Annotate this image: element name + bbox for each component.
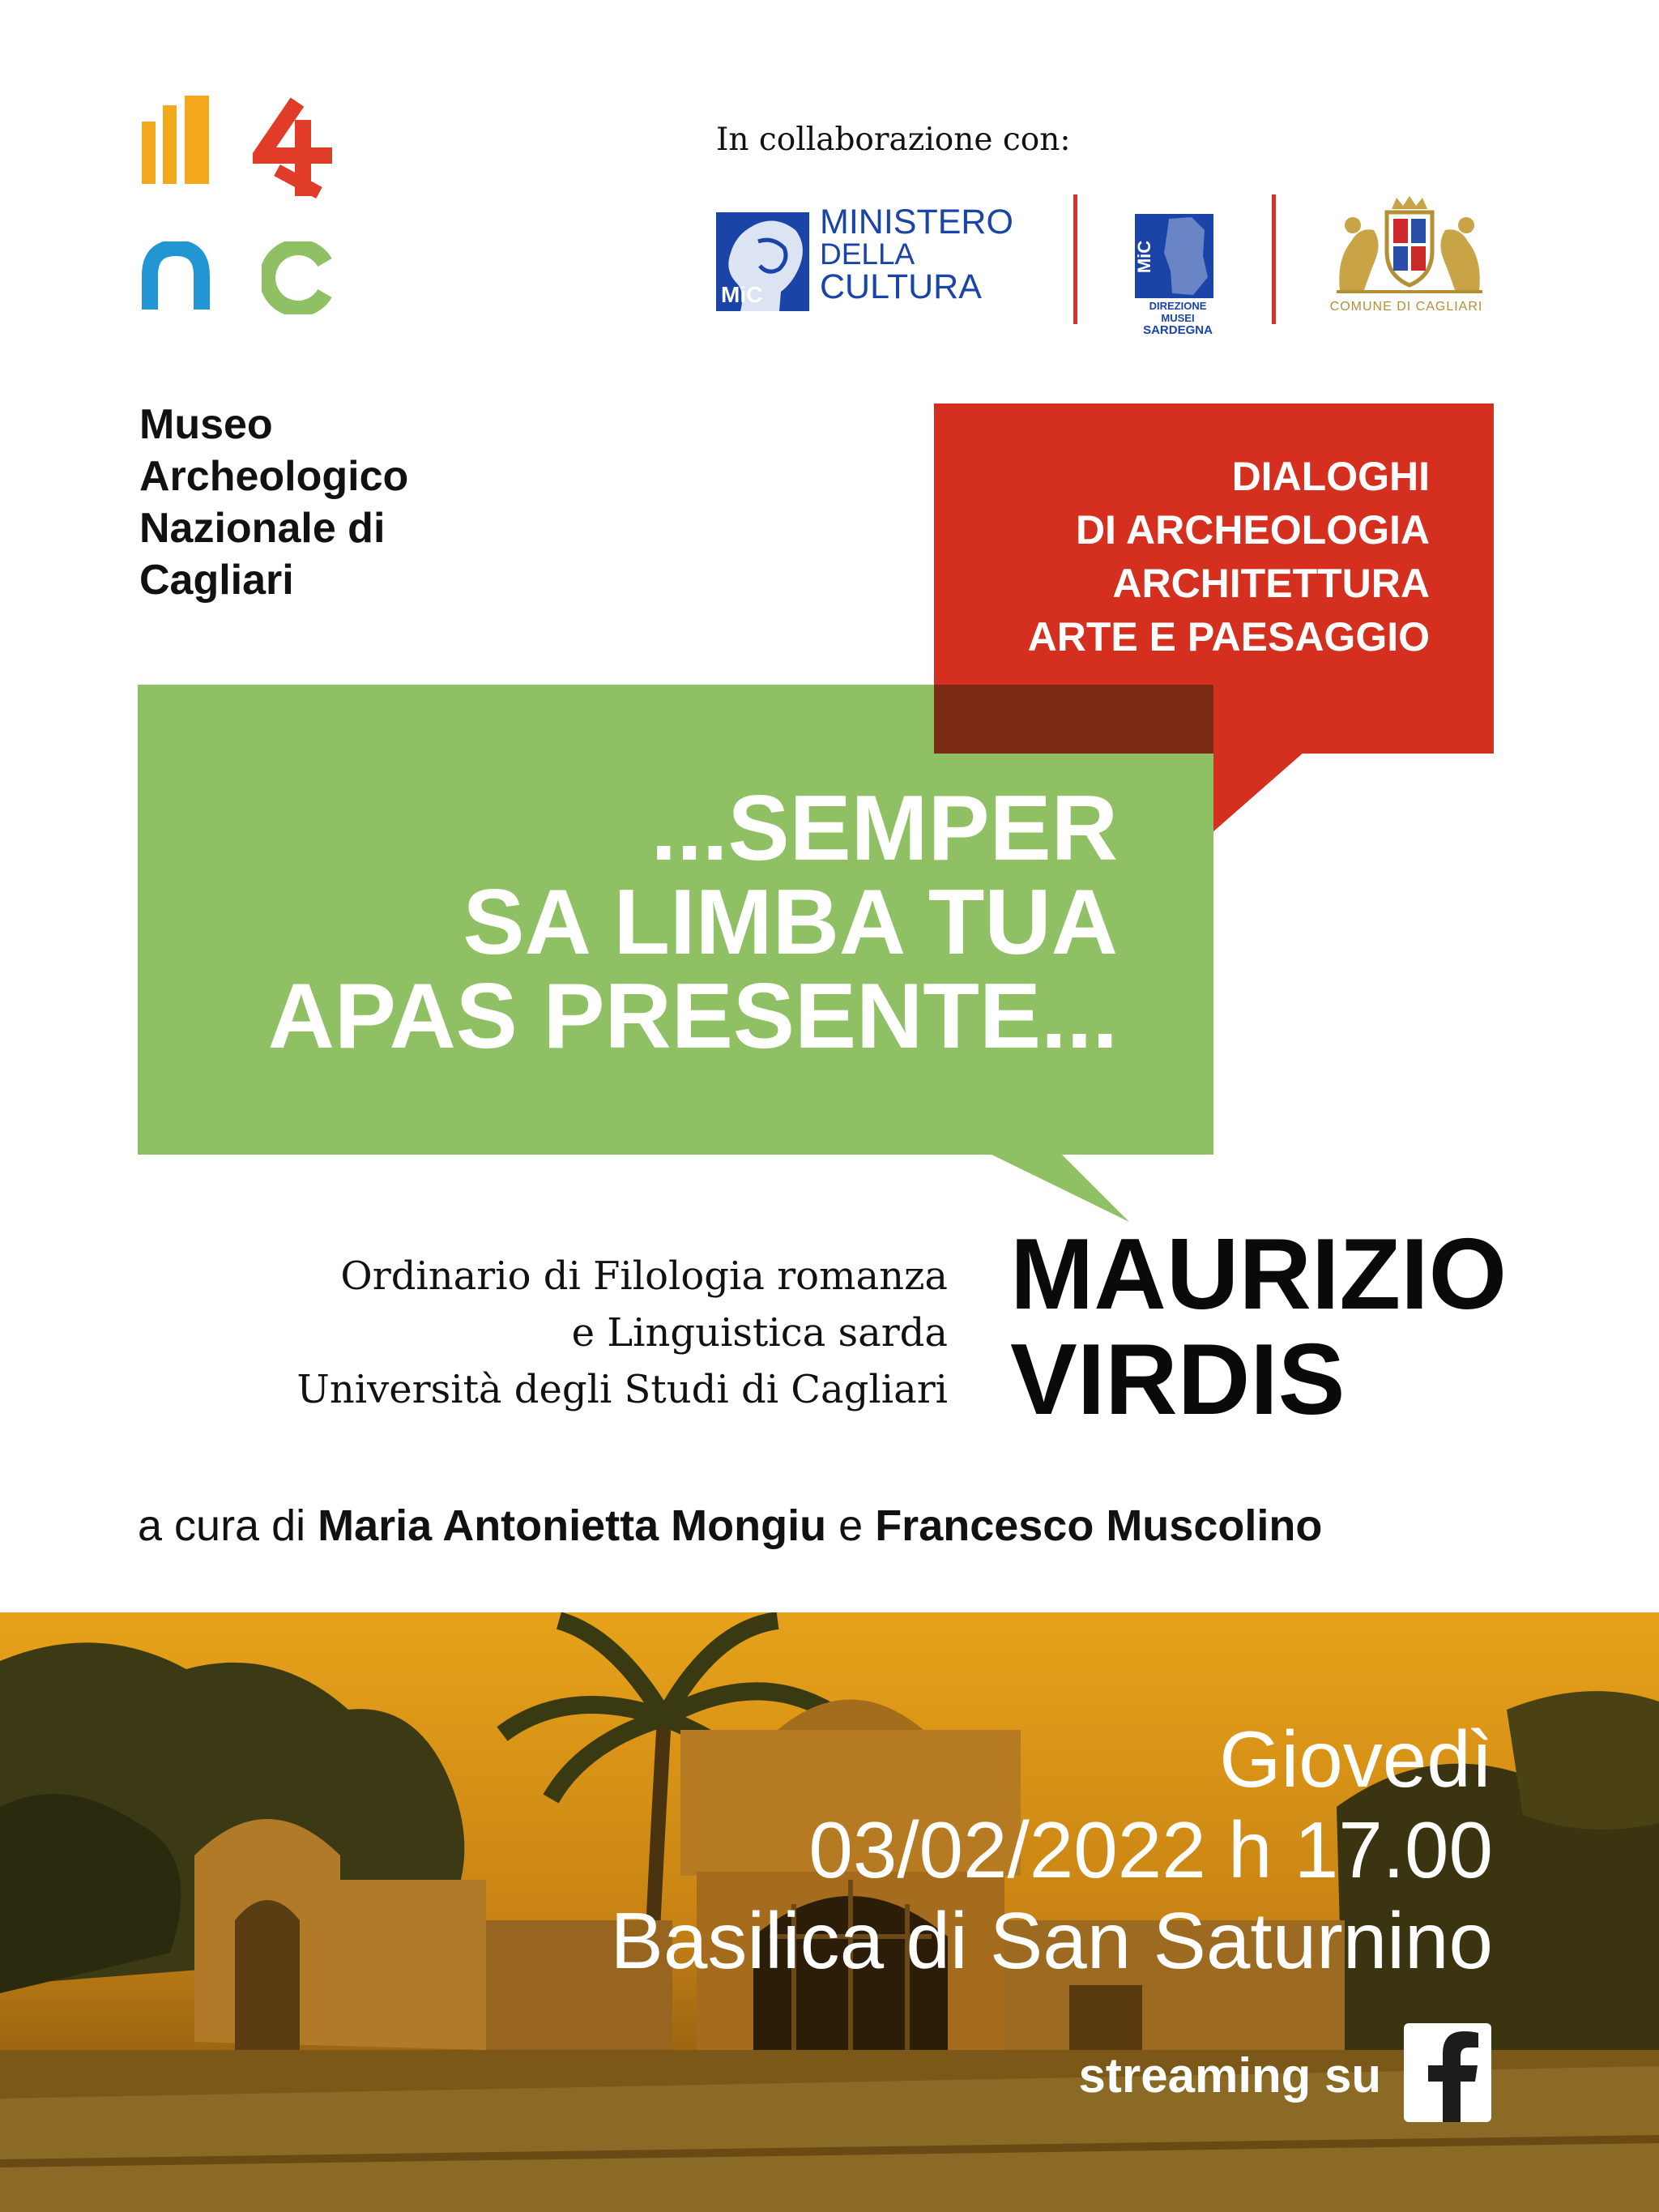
logo-n-icon [142,241,210,310]
speaker-name-line: VIRDIS [1010,1324,1346,1436]
logo-bar-2 [163,105,177,184]
museum-name-line: Museo [139,401,273,448]
logo-divider [1272,194,1276,324]
talk-title-line: APAS PRESENTE... [267,965,1118,1068]
curators-line [138,1501,1515,1551]
role-line: Università degli Studi di Cagliari [296,1367,948,1412]
bubble-overlap [934,685,1213,754]
collaboration-title: In collaborazione con: [716,122,1071,158]
series-line: ARTE E PAESAGGIO [1027,614,1430,660]
event-venue: Basilica di San Saturnino [610,1896,1493,1985]
curator-name: Maria Antonietta Mongiu [318,1501,827,1550]
talk-title-line: ...SEMPER [650,777,1118,880]
event-datetime: 03/02/2022 h 17.00 [808,1805,1493,1894]
museum-name-line: Archeologico [139,453,409,500]
role-line: Ordinario di Filologia romanza [340,1253,948,1299]
series-line: DI ARCHEOLOGIA [1075,507,1430,553]
streaming-label: streaming su [1078,2048,1381,2103]
event-day: Giovedì [1219,1715,1493,1804]
series-line: DIALOGHI [1231,454,1430,499]
facebook-icon[interactable] [1404,2023,1491,2122]
logo-bar-1 [142,122,156,184]
talk-title-line: SA LIMBA TUA [463,871,1118,974]
ministry-line: DELLA [820,237,915,271]
direzione-badge: MiC [1134,240,1155,274]
comune-label: COMUNE DI CAGLIARI [1329,300,1483,314]
museum-name [139,399,480,606]
ministry-name [820,203,1038,306]
ministry-line: CULTURA [820,267,982,306]
title-bubble-tail [987,1152,1132,1225]
logo-divider [1073,194,1077,324]
direzione-musei-label [1133,300,1222,336]
cagliari-coat-of-arms-icon [1328,194,1491,296]
talk-title [162,777,1118,1068]
series-line: ARCHITETTURA [1112,561,1430,606]
role-line: e Linguistica sarda [571,1310,948,1356]
direzione-line: DIREZIONE MUSEI [1149,300,1207,324]
curators-conj: e [838,1501,864,1550]
speaker-name [1010,1219,1626,1436]
museum-name-line: Nazionale di [139,505,386,552]
series-title [940,450,1430,664]
direzione-line: SARDEGNA [1143,323,1213,337]
museum-name-line: Cagliari [139,557,294,604]
logo-bar-3 [185,96,209,184]
speaker-name-line: MAURIZIO [1010,1219,1508,1330]
ministry-line: MINISTERO [820,203,1013,241]
logo-four-icon [253,96,343,199]
mic-badge: MiC [721,282,763,307]
logo-c-icon [262,241,335,314]
curator-name: Francesco Muscolino [875,1501,1323,1550]
curators-prefix: a cura di [138,1501,306,1550]
speaker-role [122,1248,948,1418]
event-info [324,1714,1493,1986]
direzione-musei-logo-icon [1135,214,1213,298]
mic-logo-icon [716,212,809,311]
